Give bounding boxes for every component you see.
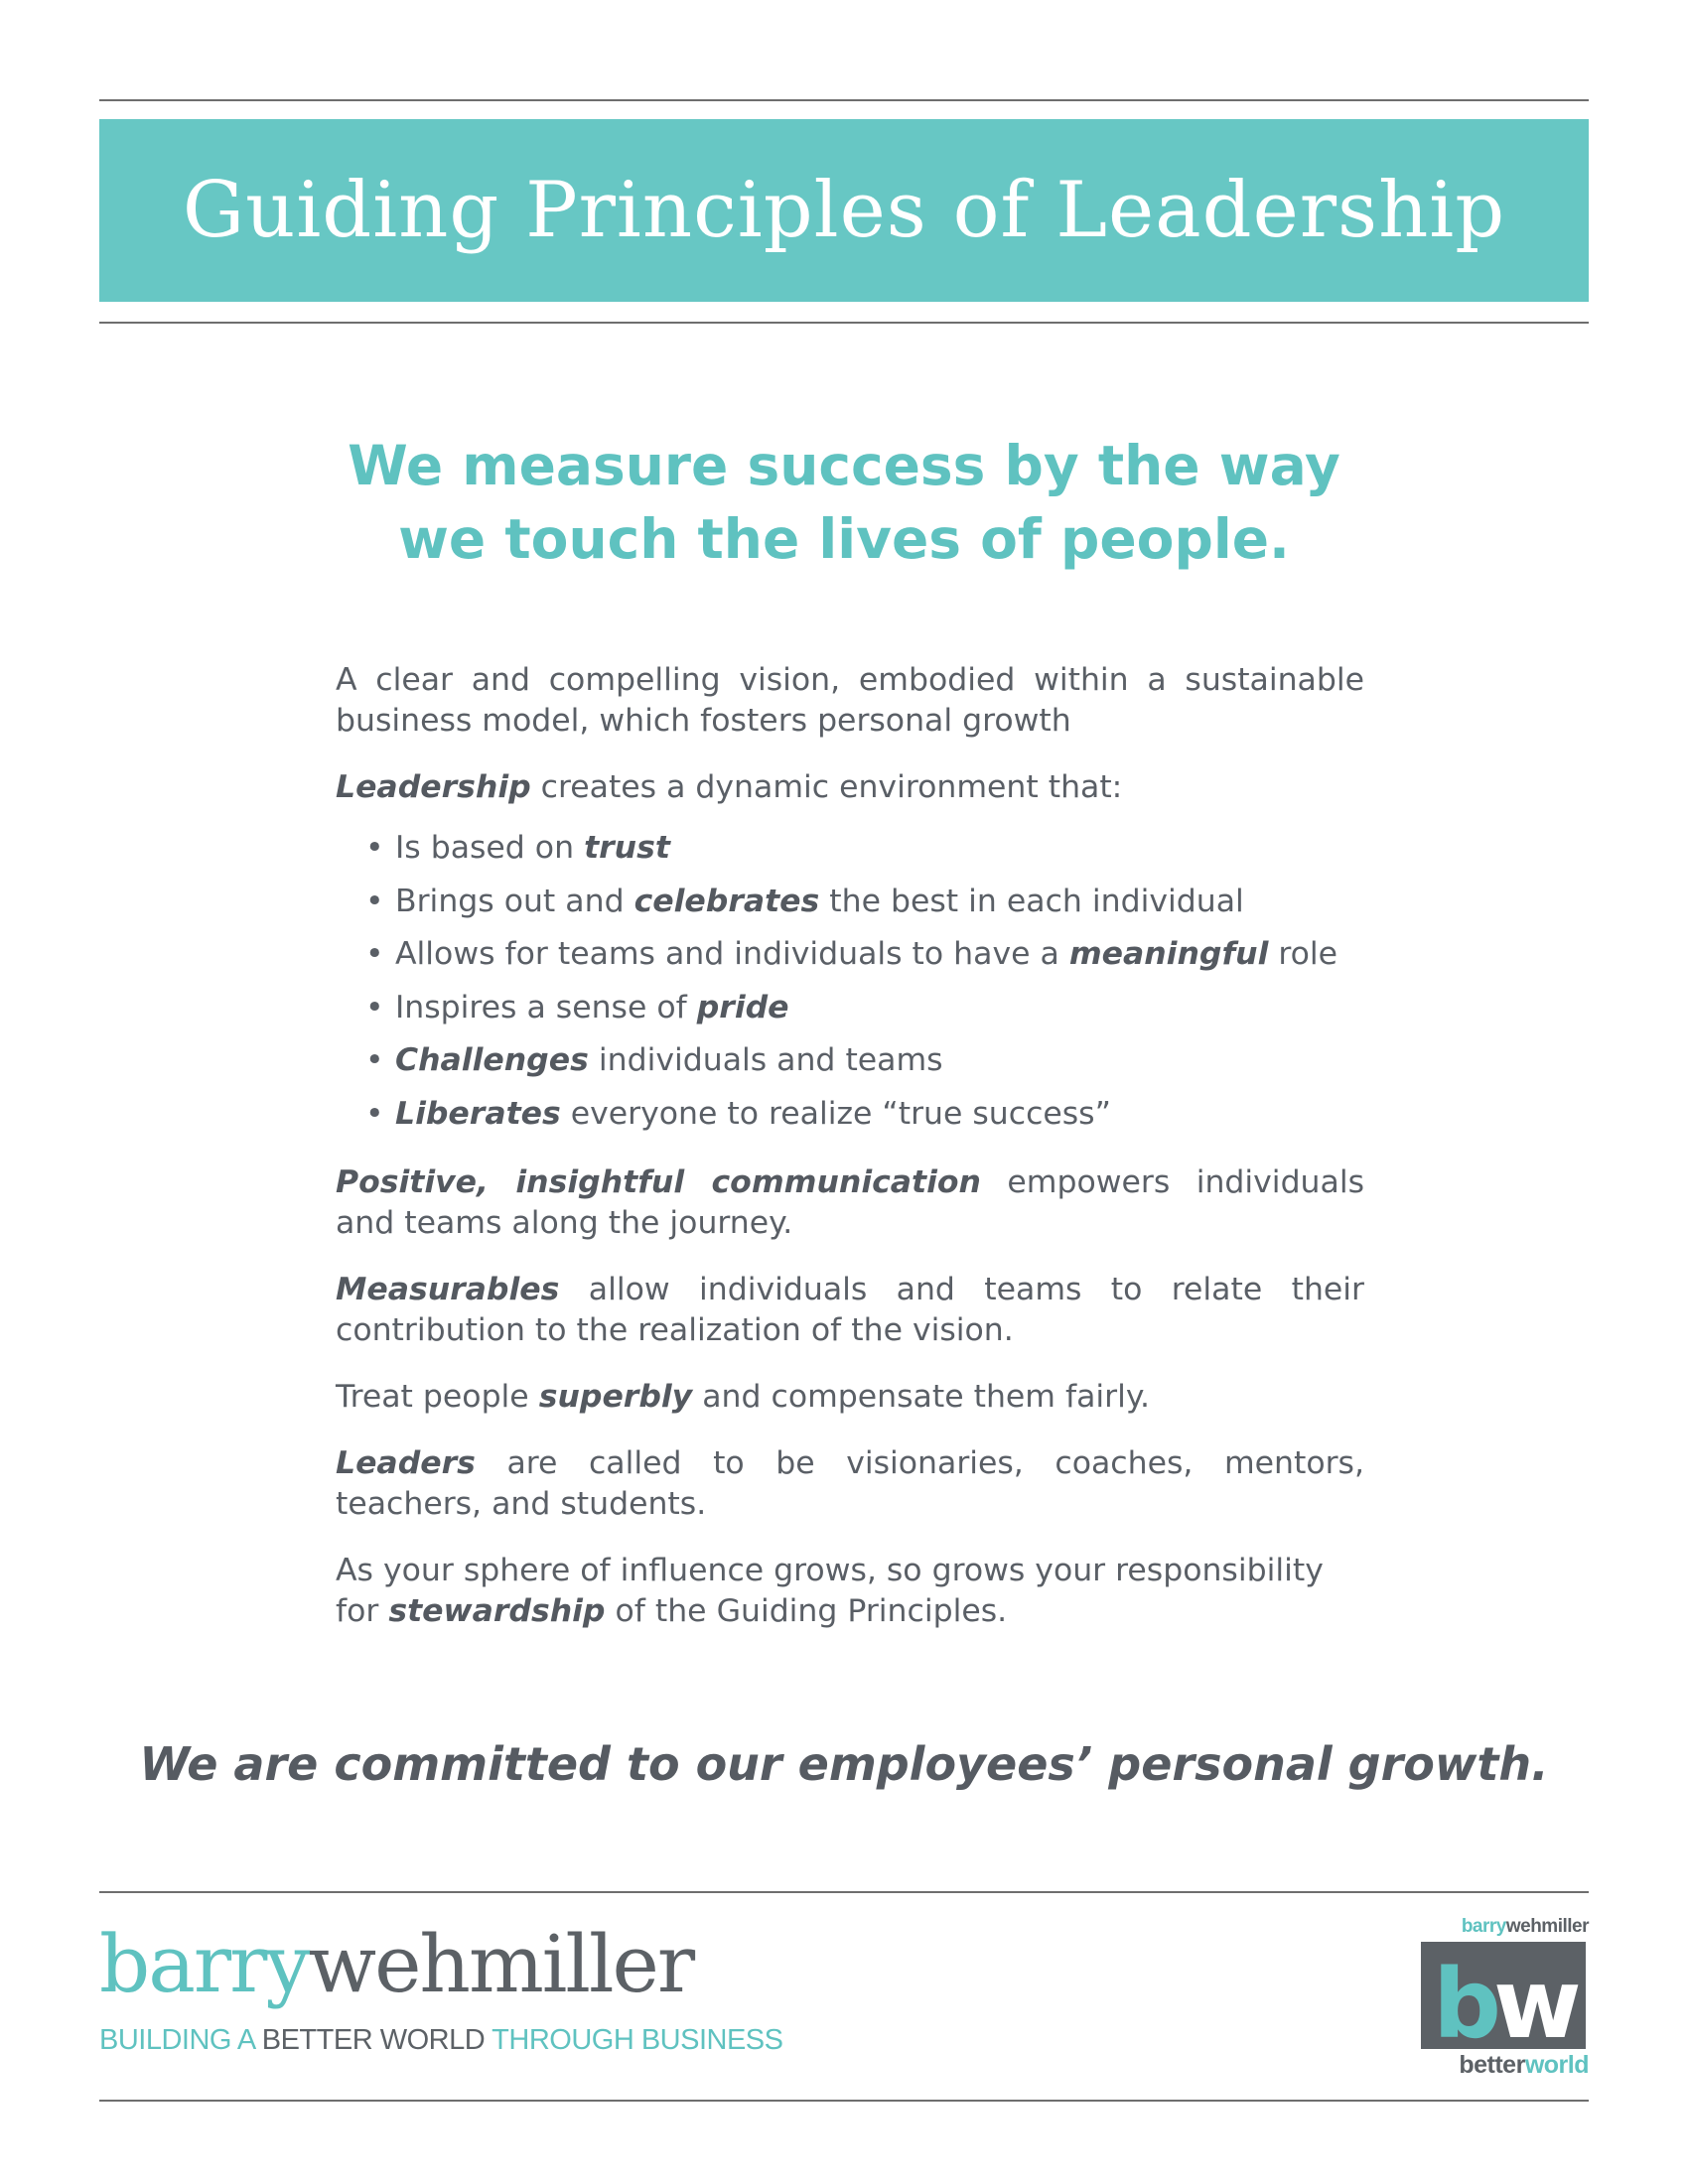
communication-emphasis: Positive, insightful communication <box>336 1163 981 1200</box>
principles-body <box>336 660 1364 1658</box>
top-rule <box>99 99 1589 101</box>
list-item <box>365 882 1364 922</box>
measurables-paragraph <box>336 1270 1364 1351</box>
list-item-emphasis: Challenges <box>395 1042 589 1078</box>
tagline <box>199 429 1489 576</box>
list-item <box>365 934 1364 975</box>
leaders-paragraph <box>336 1443 1364 1525</box>
logo-box <box>1421 1942 1586 2060</box>
stewardship-text: As your sphere of influence grows, so grows your responsibility for <box>336 1552 1324 1629</box>
measurables-text: allow individuals and teams to relate their contribution to the realization of the vision. <box>336 1271 1364 1348</box>
leaders-emphasis: Leaders <box>336 1444 476 1481</box>
wordmark-part-barry: barry <box>99 1918 309 2010</box>
logo-letter-b: b <box>1433 1949 1494 2060</box>
stewardship-paragraph <box>336 1551 1364 1632</box>
logo-top-barry: barry <box>1461 1916 1506 1937</box>
slogan-part-1: BUILDING A <box>99 2024 262 2056</box>
company-wordmark <box>99 1920 693 2009</box>
list-item-emphasis: celebrates <box>633 883 820 919</box>
leadership-emphasis: Leadership <box>336 769 531 805</box>
list-item-emphasis: pride <box>696 989 789 1025</box>
logo-top-text <box>1462 1916 1589 1938</box>
stewardship-rest: of the Guiding Principles. <box>605 1592 1008 1629</box>
logo-letter-w: w <box>1493 1949 1574 2060</box>
page-title: Guiding Principles of Leadership <box>182 166 1506 255</box>
tagline-line-2: we touch the lives of people. <box>398 507 1290 571</box>
measurables-emphasis: Measurables <box>336 1271 560 1307</box>
logo-bottom-better: better <box>1459 2051 1525 2079</box>
list-item-text: individuals and teams <box>588 1042 943 1078</box>
commitment-statement: We are committed to our employees’ personal growth. <box>139 1737 1549 1791</box>
footer-bottom-rule <box>99 2100 1589 2102</box>
list-item-emphasis: Liberates <box>395 1095 561 1132</box>
list-item-text: Inspires a sense of <box>395 989 697 1025</box>
communication-text: empowers individuals and teams along the journey. <box>336 1163 1364 1241</box>
environment-list <box>336 828 1364 1135</box>
list-item-emphasis: meaningful <box>1068 936 1269 972</box>
logo-bottom-world: world <box>1524 2051 1589 2079</box>
leaders-text: are called to be visionaries, coaches, mentors, teachers, and students. <box>336 1444 1364 1522</box>
list-item <box>365 828 1364 869</box>
vision-paragraph: A clear and compelling vision, embodied within a sustainable business model, which fosters personal growth <box>336 662 1364 739</box>
treat-people-rest: and compensate them fairly. <box>692 1378 1150 1415</box>
logo-top-wehmiller: wehmiller <box>1505 1916 1589 1937</box>
list-item-text: Is based on <box>395 830 585 866</box>
list-item-text: role <box>1268 936 1338 972</box>
list-item-text: everyone to realize “true success” <box>560 1095 1111 1132</box>
tagline-line-1: We measure success by the way <box>348 434 1340 497</box>
list-item-emphasis: trust <box>584 830 670 866</box>
footer-top-rule <box>99 1891 1589 1893</box>
stewardship-emphasis: stewardship <box>388 1592 606 1629</box>
communication-paragraph <box>336 1162 1364 1244</box>
leadership-intro <box>336 767 1364 808</box>
slogan-part-2: BETTER WORLD <box>261 2024 486 2056</box>
superbly-emphasis: superbly <box>538 1378 693 1415</box>
company-slogan <box>99 2023 783 2057</box>
title-bottom-rule <box>99 322 1589 324</box>
bw-logo-icon <box>1418 1916 1589 2085</box>
list-item <box>365 988 1364 1028</box>
wordmark-part-wehmiller: wehmiller <box>308 1918 694 2010</box>
treat-people-text: Treat people <box>336 1378 539 1415</box>
logo-bottom-text <box>1459 2051 1589 2080</box>
list-item-text: Allows for teams and individuals to have a <box>395 936 1069 972</box>
list-item-text: Brings out and <box>395 883 634 919</box>
logo-letters <box>1433 1949 1574 2060</box>
list-item <box>365 1040 1364 1081</box>
treat-people-paragraph <box>336 1377 1364 1418</box>
list-item-text: the best in each individual <box>819 883 1244 919</box>
list-item <box>365 1094 1364 1135</box>
leadership-intro-text: creates a dynamic environment that: <box>530 769 1123 805</box>
slogan-part-3: THROUGH BUSINESS <box>485 2024 783 2056</box>
title-banner <box>99 119 1589 302</box>
